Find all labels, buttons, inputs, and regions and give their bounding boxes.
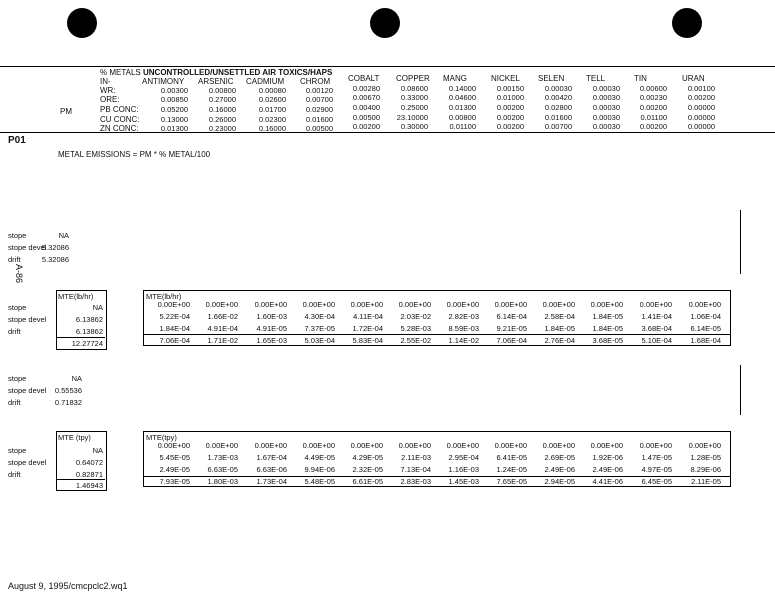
emission-cell: 6.63E-06 xyxy=(256,465,287,474)
b2-value-drift: 6.13862 xyxy=(75,327,103,336)
metal-percent-cell: 0.01300 xyxy=(448,103,476,112)
emission-cell: 3.68E-04 xyxy=(641,324,672,333)
emission-cell: 1.28E-05 xyxy=(690,453,721,462)
right-marker-2 xyxy=(740,365,741,415)
top-rule xyxy=(0,66,775,67)
metal-percent-cell: 0.33000 xyxy=(400,93,428,102)
side-page-label: A-86 xyxy=(14,264,24,284)
total-cell: 2.83E-03 xyxy=(400,477,431,486)
emission-cell: 8.29E-06 xyxy=(690,465,721,474)
total-cell: 7.06E-04 xyxy=(496,336,527,345)
header-label-in: IN- xyxy=(100,77,111,86)
b4-table-title: MTE(tpy) xyxy=(146,433,177,442)
metal-percent-cell: 0.00150 xyxy=(496,84,524,93)
metal-header-11: URAN xyxy=(682,74,705,83)
metal-percent-cell: 0.16000 xyxy=(258,124,286,133)
formula-text: METAL EMISSIONS = PM * % METAL/100 xyxy=(58,150,211,159)
punch-hole-center xyxy=(370,8,400,38)
b1-value-stope-devel: 5.32086 xyxy=(41,243,69,252)
b3-label-drift: drift xyxy=(8,398,21,407)
metal-percent-cell: 0.01600 xyxy=(544,113,572,122)
metal-percent-cell: 0.00300 xyxy=(160,86,188,95)
metal-percent-cell: 0.23000 xyxy=(208,124,236,133)
b4-label-stope-devel: stope devel xyxy=(8,458,47,467)
total-cell: 1.68E-04 xyxy=(690,336,721,345)
b1-label-stope: stope xyxy=(8,231,27,240)
emission-cell: 1.47E-05 xyxy=(641,453,672,462)
emission-cell: 1.84E-04 xyxy=(159,324,190,333)
metal-percent-cell: 0.00800 xyxy=(208,86,236,95)
b3-label-stope-devel: stope devel xyxy=(8,386,47,395)
emission-cell: 4.91E-04 xyxy=(207,324,238,333)
metal-percent-cell: 0.16000 xyxy=(208,105,236,114)
emission-cell: 1.84E-05 xyxy=(592,312,623,321)
section-id: P01 xyxy=(8,135,26,146)
total-cell: 5.03E-04 xyxy=(304,336,335,345)
metal-percent-cell: 0.02300 xyxy=(258,115,286,124)
total-cell: 1.14E-02 xyxy=(448,336,479,345)
emission-cell: 6.14E-05 xyxy=(690,324,721,333)
total-cell: 4.41E-06 xyxy=(592,477,623,486)
metal-percent-cell: 0.00100 xyxy=(687,84,715,93)
b2-value-stope: NA xyxy=(92,303,103,312)
emission-cell: 0.00E+00 xyxy=(302,300,335,309)
emission-cell: 6.41E-05 xyxy=(496,453,527,462)
metal-header-9: TELL xyxy=(586,74,606,83)
total-cell: 2.94E-05 xyxy=(544,477,575,486)
emission-cell: 0.00E+00 xyxy=(446,441,479,450)
emission-cell: 0.00E+00 xyxy=(688,441,721,450)
metal-percent-cell: 0.01000 xyxy=(496,93,524,102)
metal-percent-cell: 0.00030 xyxy=(592,103,620,112)
b1-value-stope: NA xyxy=(58,231,69,240)
punch-hole-left xyxy=(67,8,97,38)
emission-cell: 0.00E+00 xyxy=(350,300,383,309)
b2-value-total: 12.27724 xyxy=(71,339,103,348)
footer-file-info: August 9, 1995/cmcpclc2.wq1 xyxy=(8,581,128,591)
total-cell: 7.65E-05 xyxy=(496,477,527,486)
emission-cell: 1.24E-05 xyxy=(496,465,527,474)
emission-cell: 1.67E-04 xyxy=(256,453,287,462)
metal-percent-cell: 0.01300 xyxy=(160,124,188,133)
emission-cell: 2.49E-05 xyxy=(159,465,190,474)
emission-cell: 2.82E-03 xyxy=(448,312,479,321)
header-label-ore: ORE: xyxy=(100,95,120,104)
b2-table-total-rule xyxy=(143,334,730,335)
metal-percent-cell: 0.00700 xyxy=(305,95,333,104)
header-title-main: UNCONTROLLED/UNSETTLED AIR TOXICS/HAPS xyxy=(142,68,333,77)
metal-percent-cell: 0.00400 xyxy=(352,103,380,112)
total-cell: 6.61E-05 xyxy=(352,477,383,486)
metal-percent-cell: 0.01100 xyxy=(449,122,476,131)
total-cell: 1.73E-04 xyxy=(256,477,287,486)
metal-percent-cell: 0.27000 xyxy=(208,95,236,104)
metal-percent-cell: 0.00030 xyxy=(592,93,620,102)
emission-cell: 0.00E+00 xyxy=(590,300,623,309)
header-label-cu: CU CONC: xyxy=(100,115,140,124)
emission-cell: 2.49E-06 xyxy=(544,465,575,474)
total-cell: 1.71E-02 xyxy=(207,336,238,345)
emission-cell: 2.58E-04 xyxy=(544,312,575,321)
emission-cell: 0.00E+00 xyxy=(494,441,527,450)
metal-header-7: NICKEL xyxy=(491,74,520,83)
total-cell: 5.83E-04 xyxy=(352,336,383,345)
b4-value-stope: NA xyxy=(92,446,103,455)
metal-percent-cell: 0.00200 xyxy=(352,122,380,131)
emission-cell: 9.94E-06 xyxy=(304,465,335,474)
right-marker-1 xyxy=(740,210,741,274)
metal-header-2: CADMIUM xyxy=(246,77,285,86)
emission-cell: 0.00E+00 xyxy=(254,300,287,309)
metal-percent-cell: 0.02800 xyxy=(544,103,572,112)
emission-cell: 0.00E+00 xyxy=(205,441,238,450)
emission-cell: 2.03E-02 xyxy=(400,312,431,321)
emission-cell: 7.13E-04 xyxy=(400,465,431,474)
metal-percent-cell: 0.30000 xyxy=(400,122,428,131)
total-cell: 3.68E-05 xyxy=(592,336,623,345)
emission-cell: 0.00E+00 xyxy=(494,300,527,309)
metal-percent-cell: 0.00200 xyxy=(496,113,524,122)
b3-value-stope: NA xyxy=(71,374,82,383)
metal-percent-cell: 0.02600 xyxy=(258,95,286,104)
metal-header-6: MANG xyxy=(443,74,467,83)
metal-percent-cell: 0.04600 xyxy=(448,93,476,102)
emission-cell: 6.63E-05 xyxy=(207,465,238,474)
emission-cell: 1.84E-05 xyxy=(592,324,623,333)
metal-percent-cell: 23.10000 xyxy=(396,113,428,122)
emission-cell: 1.66E-02 xyxy=(207,312,238,321)
emission-cell: 2.32E-05 xyxy=(352,465,383,474)
emission-cell: 2.11E-03 xyxy=(401,453,431,462)
metal-header-8: SELEN xyxy=(538,74,565,83)
emission-cell: 4.49E-05 xyxy=(304,453,335,462)
total-cell: 2.76E-04 xyxy=(544,336,575,345)
pm-label: PM xyxy=(60,107,72,116)
header-label-zn: ZN CONC: xyxy=(100,124,139,133)
emission-cell: 0.00E+00 xyxy=(639,300,672,309)
b1-label-drift: drift xyxy=(8,255,21,264)
metal-percent-cell: 0.14000 xyxy=(448,84,476,93)
metal-percent-cell: 0.05200 xyxy=(160,105,188,114)
emission-cell: 5.22E-04 xyxy=(159,312,190,321)
total-cell: 5.10E-04 xyxy=(641,336,672,345)
emission-cell: 0.00E+00 xyxy=(157,300,190,309)
b2-label-stope-devel: stope devel xyxy=(8,315,47,324)
metal-percent-cell: 0.00230 xyxy=(639,93,667,102)
header-title-prefix: % METALS xyxy=(100,68,141,77)
total-cell: 7.06E-04 xyxy=(159,336,190,345)
total-cell: 1.65E-03 xyxy=(256,336,287,345)
emission-cell: 7.37E-05 xyxy=(304,324,335,333)
emission-cell: 1.73E-03 xyxy=(207,453,238,462)
emission-cell: 0.00E+00 xyxy=(205,300,238,309)
emission-cell: 1.84E-05 xyxy=(544,324,575,333)
b4-label-stope: stope xyxy=(8,446,27,455)
metal-percent-cell: 0.00200 xyxy=(687,93,715,102)
emission-cell: 0.00E+00 xyxy=(350,441,383,450)
total-cell: 7.93E-05 xyxy=(159,477,190,486)
metal-percent-cell: 0.00200 xyxy=(639,103,667,112)
metal-percent-cell: 0.00000 xyxy=(687,122,715,131)
metal-percent-cell: 0.00030 xyxy=(592,122,620,131)
emission-cell: 0.00E+00 xyxy=(590,441,623,450)
metal-percent-cell: 0.01700 xyxy=(258,105,286,114)
mid-rule xyxy=(0,132,775,133)
emission-cell: 4.97E-05 xyxy=(641,465,672,474)
metal-header-1: ARSENIC xyxy=(198,77,234,86)
metal-percent-cell: 0.00420 xyxy=(544,93,572,102)
metal-header-4: COBALT xyxy=(348,74,380,83)
metal-percent-cell: 0.00080 xyxy=(258,86,286,95)
b2-left-total-rule xyxy=(56,337,105,338)
emission-cell: 1.06E-04 xyxy=(690,312,721,321)
emission-cell: 2.49E-06 xyxy=(592,465,623,474)
metal-percent-cell: 0.25000 xyxy=(400,103,428,112)
b4-value-stope-devel: 0.64072 xyxy=(75,458,103,467)
metal-percent-cell: 0.00120 xyxy=(305,86,333,95)
b1-value-drift: 5.32086 xyxy=(41,255,69,264)
emission-cell: 0.00E+00 xyxy=(254,441,287,450)
b2-label-drift: drift xyxy=(8,327,21,336)
metal-percent-cell: 0.13000 xyxy=(160,115,188,124)
emission-cell: 2.95E-04 xyxy=(448,453,479,462)
b4-value-drift: 0.82871 xyxy=(75,470,103,479)
emission-cell: 0.00E+00 xyxy=(688,300,721,309)
metal-header-3: CHROM xyxy=(300,77,331,86)
b2-table-title: MTE(lb/hr) xyxy=(146,292,182,301)
emission-cell: 0.00E+00 xyxy=(542,300,575,309)
metal-percent-cell: 0.00280 xyxy=(352,84,380,93)
b3-value-drift: 0.71832 xyxy=(54,398,82,407)
header-label-pb: PB CONC: xyxy=(100,105,139,114)
metal-percent-cell: 0.00500 xyxy=(352,113,380,122)
punch-hole-right xyxy=(672,8,702,38)
emission-cell: 0.00E+00 xyxy=(542,441,575,450)
metal-header-0: ANTIMONY xyxy=(142,77,185,86)
metal-percent-cell: 0.00000 xyxy=(687,103,715,112)
b1-label-stope-devel: stope devel xyxy=(8,243,47,252)
metal-percent-cell: 0.00030 xyxy=(592,113,620,122)
emission-cell: 9.21E-05 xyxy=(496,324,527,333)
emission-cell: 0.00E+00 xyxy=(446,300,479,309)
emission-cell: 5.45E-05 xyxy=(159,453,190,462)
b4-left-box-title: MTE (tpy) xyxy=(58,433,91,442)
metal-percent-cell: 0.00200 xyxy=(496,122,524,131)
emission-cell: 0.00E+00 xyxy=(639,441,672,450)
emission-cell: 4.91E-05 xyxy=(256,324,287,333)
metal-percent-cell: 0.00600 xyxy=(639,84,667,93)
metal-percent-cell: 0.00030 xyxy=(592,84,620,93)
emission-cell: 0.00E+00 xyxy=(398,441,431,450)
metal-percent-cell: 0.00800 xyxy=(448,113,476,122)
metal-percent-cell: 0.02900 xyxy=(305,105,333,114)
metal-percent-cell: 0.00000 xyxy=(687,113,715,122)
metal-header-10: TIN xyxy=(634,74,647,83)
metal-percent-cell: 0.00030 xyxy=(544,84,572,93)
header-title xyxy=(100,68,332,77)
total-cell: 1.80E-03 xyxy=(207,477,238,486)
emission-cell: 8.59E-03 xyxy=(448,324,479,333)
total-cell: 6.45E-05 xyxy=(641,477,672,486)
header-label-wr: WR: xyxy=(100,86,116,95)
emission-cell: 2.69E-05 xyxy=(544,453,575,462)
b4-value-total: 1.46943 xyxy=(75,481,103,490)
total-cell: 2.55E-02 xyxy=(400,336,431,345)
metal-percent-cell: 0.00200 xyxy=(639,122,667,131)
emission-cell: 1.72E-04 xyxy=(352,324,383,333)
emission-cell: 6.14E-04 xyxy=(496,312,527,321)
metal-percent-cell: 0.00200 xyxy=(496,103,524,112)
metal-percent-cell: 0.00700 xyxy=(544,122,572,131)
b2-value-stope-devel: 6.13862 xyxy=(75,315,103,324)
metal-percent-cell: 0.00670 xyxy=(352,93,380,102)
emission-cell: 5.28E-03 xyxy=(400,324,431,333)
metal-percent-cell: 0.00500 xyxy=(305,124,333,133)
emission-cell: 1.60E-03 xyxy=(256,312,287,321)
emission-cell: 1.41E-04 xyxy=(641,312,672,321)
metal-percent-cell: 0.08600 xyxy=(400,84,428,93)
b4-label-drift: drift xyxy=(8,470,21,479)
emission-cell: 0.00E+00 xyxy=(398,300,431,309)
emission-cell: 4.11E-04 xyxy=(353,312,383,321)
b2-label-stope: stope xyxy=(8,303,27,312)
metal-percent-cell: 0.01100 xyxy=(640,113,667,122)
metal-percent-cell: 0.00850 xyxy=(160,95,188,104)
emission-cell: 1.16E-03 xyxy=(448,465,479,474)
emission-cell: 1.92E-06 xyxy=(592,453,623,462)
b4-left-total-rule xyxy=(56,479,105,480)
total-cell: 5.48E-05 xyxy=(304,477,335,486)
metal-percent-cell: 0.01600 xyxy=(305,115,333,124)
b3-label-stope: stope xyxy=(8,374,27,383)
total-cell: 2.11E-05 xyxy=(691,477,721,486)
emission-cell: 0.00E+00 xyxy=(302,441,335,450)
b3-value-stope-devel: 0.55536 xyxy=(54,386,82,395)
emission-cell: 4.30E-04 xyxy=(304,312,335,321)
emission-cell: 4.29E-05 xyxy=(352,453,383,462)
metal-percent-cell: 0.26000 xyxy=(208,115,236,124)
b2-left-box-title: MTE(lb/hr) xyxy=(58,292,94,301)
metal-header-5: COPPER xyxy=(396,74,430,83)
total-cell: 1.45E-03 xyxy=(448,477,479,486)
emission-cell: 0.00E+00 xyxy=(157,441,190,450)
